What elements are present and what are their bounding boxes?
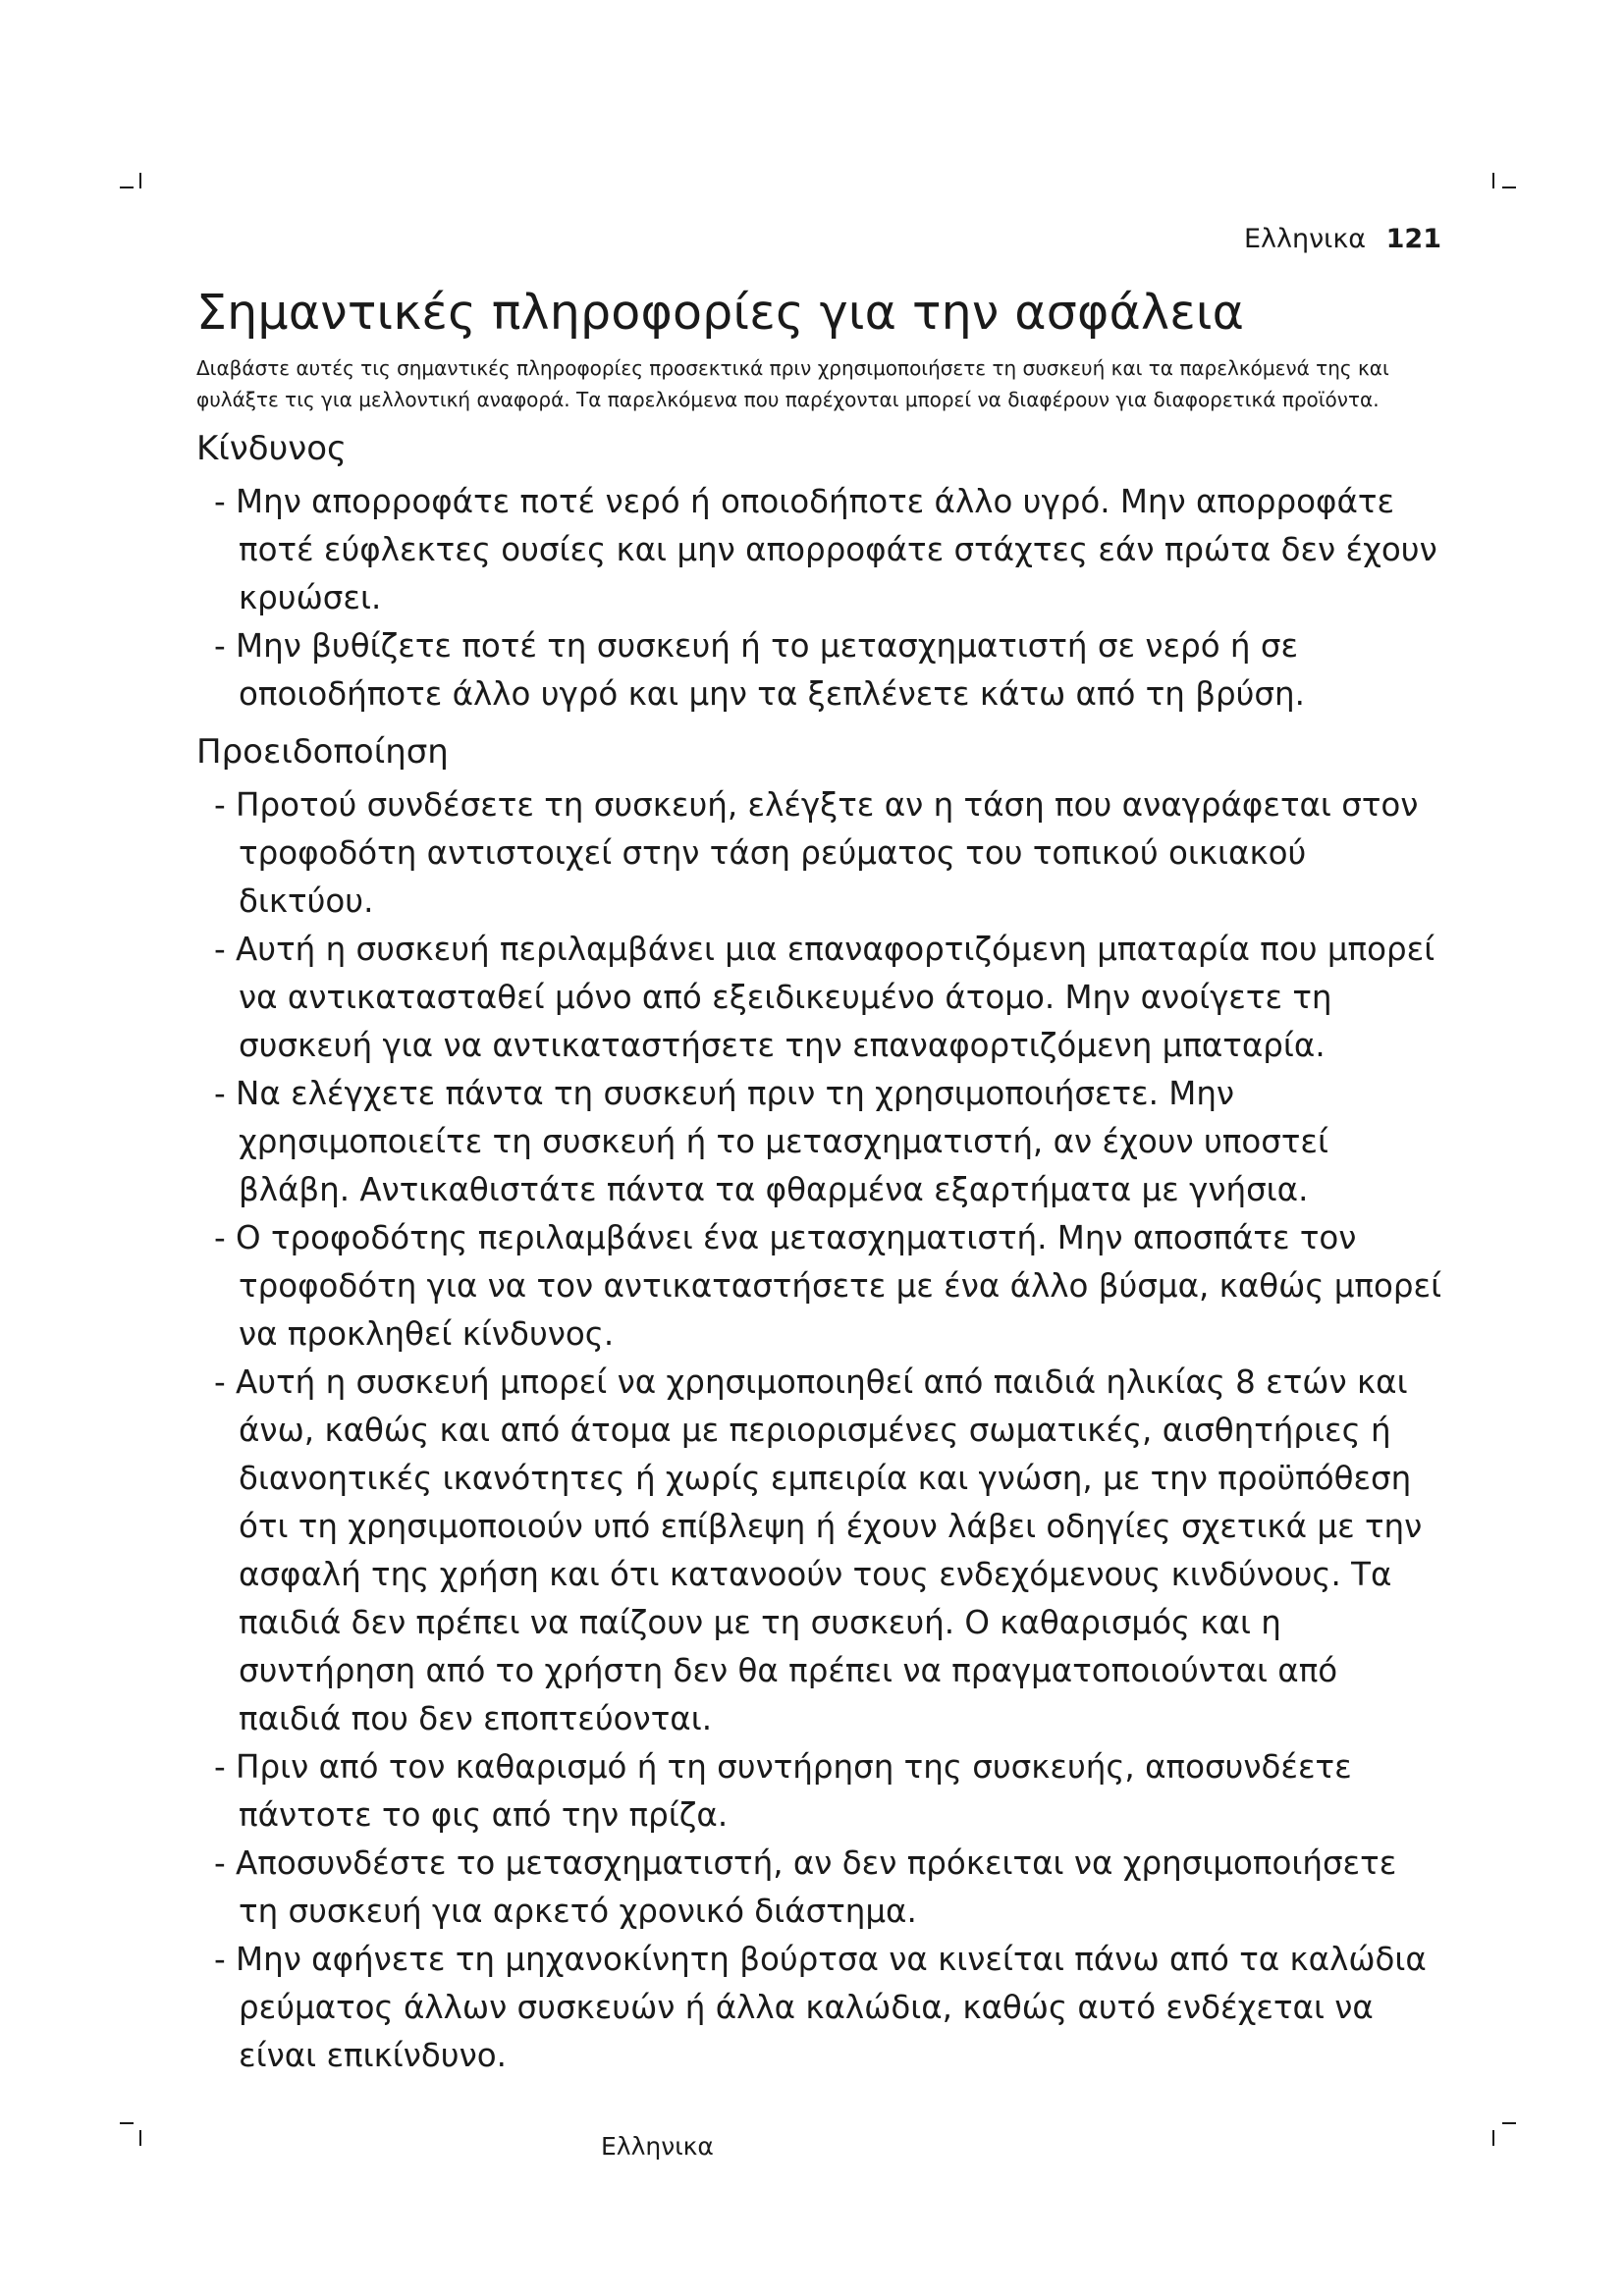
section-heading-danger: Κίνδυνος bbox=[196, 429, 348, 468]
list-item: - Αυτή η συσκευή μπορεί να χρησιμοποιηθεί από παιδιά ηλικίας 8 ετών και άνω, καθώς και από άτομα με περιορισμένες σωματικές, αισθητήριες ή διανοητικές ικανότητες ή χωρίς εμπειρία και γνώση, με την προϋπόθεση ότι τη χρησιμοποιούν υπό επίβλεψη ή έχουν λάβει οδηγίες σχετικά με την ασφαλή της χρήση και ότι κατανοούν τους ενδεχόμενους κινδύνους. Τα παιδιά δεν πρέπει να παίζουν με τη συσκευή. Ο καθαρισμός και η συντήρηση από το χρήστη δεν θα πρέπει να πραγματοποιούνται από παιδιά που δεν εποπτεύονται. bbox=[214, 1363, 1423, 1737]
section-danger bbox=[196, 429, 1443, 719]
list-item: - Ο τροφοδότης περιλαμβάνει ένα μετασχηματιστή. Μην αποσπάτε τον τροφοδότη για να τον αντικαταστήσετε με ένα άλλο βύσμα, καθώς μπορεί να προκληθεί κίνδυνος. bbox=[214, 1219, 1442, 1353]
section-warning bbox=[196, 732, 1443, 2080]
running-head bbox=[1244, 224, 1441, 254]
list-item: - Μην αφήνετε τη μηχανοκίνητη βούρτσα να κινείται πάνω από τα καλώδια ρεύματος άλλων συσκευών ή άλλα καλώδια, καθώς αυτό ενδέχεται να είναι επικίνδυνο. bbox=[214, 1941, 1427, 2074]
list-item: - Μην απορροφάτε ποτέ νερό ή οποιοδήποτε άλλο υγρό. Μην απορροφάτε ποτέ εύφλεκτες ουσίες και μην απορροφάτε στάχτες εάν πρώτα δεν έχουν κρυώσει. bbox=[214, 483, 1437, 616]
crop-mark-top-right bbox=[1492, 173, 1506, 188]
list-item: - Πριν από τον καθαρισμό ή τη συντήρηση της συσκευής, αποσυνδέετε πάντοτε το φις από την πρίζα. bbox=[214, 1748, 1352, 1834]
list-item: - Προτού συνδέσετε τη συσκευή, ελέγξτε αν η τάση που αναγράφεται στον τροφοδότη αντιστοιχεί στην τάση ρεύματος του τοπικού οικιακού δικτύου. bbox=[214, 786, 1419, 920]
section-heading-warning: Προειδοποίηση bbox=[196, 732, 449, 772]
warning-list bbox=[196, 781, 1443, 2080]
danger-list bbox=[196, 478, 1443, 719]
list-item: - Αποσυνδέστε το μετασχηματιστή, αν δεν πρόκειται να χρησιμοποιήσετε τη συσκευή για αρκετό χρονικό διάστημα. bbox=[214, 1844, 1397, 1930]
page-footer: Ελληνικα bbox=[601, 2132, 714, 2161]
running-head-language: Ελληνικα bbox=[1243, 224, 1367, 254]
list-item: - Αυτή η συσκευή περιλαμβάνει μια επαναφορτιζόμενη μπαταρία που μπορεί να αντικατασταθεί μόνο από εξειδικευμένο άτομο. Μην ανοίγετε τη συσκευή για να αντικαταστήσετε την επαναφορτιζόμενη μπαταρία. bbox=[214, 931, 1435, 1064]
page-content bbox=[196, 285, 1443, 2080]
list-item: - Να ελέγχετε πάντα τη συσκευή πριν τη χρησιμοποιήσετε. Μην χρησιμοποιείτε τη συσκευή ή το μετασχηματιστή, αν έχουν υποστεί βλάβη. Αντικαθιστάτε πάντα τα φθαρμένα εξαρτήματα με γνήσια. bbox=[214, 1075, 1328, 1208]
crop-mark-bottom-left bbox=[120, 2122, 134, 2138]
intro-paragraph: Διαβάστε αυτές τις σημαντικές πληροφορίες προσεκτικά πριν χρησιμοποιήσετε τη συσκευή και τα παρελκόμενά της και φυλάξτε τις για μελλοντική αναφορά. Τα παρελκόμενα που παρέχονται μπορεί να διαφέρουν για διαφορετικά προϊόντα. bbox=[196, 356, 1389, 411]
list-item: - Μην βυθίζετε ποτέ τη συσκευή ή το μετασχηματιστή σε νερό ή σε οποιοδήποτε άλλο υγρό και μην τα ξεπλένετε κάτω από τη βρύση. bbox=[214, 627, 1305, 713]
crop-mark-bottom-right bbox=[1492, 2122, 1506, 2138]
crop-mark-top-left bbox=[120, 173, 134, 188]
page-number: 121 bbox=[1385, 224, 1441, 254]
page-title: Σημαντικές πληροφορίες για την ασφάλεια bbox=[196, 285, 1245, 341]
